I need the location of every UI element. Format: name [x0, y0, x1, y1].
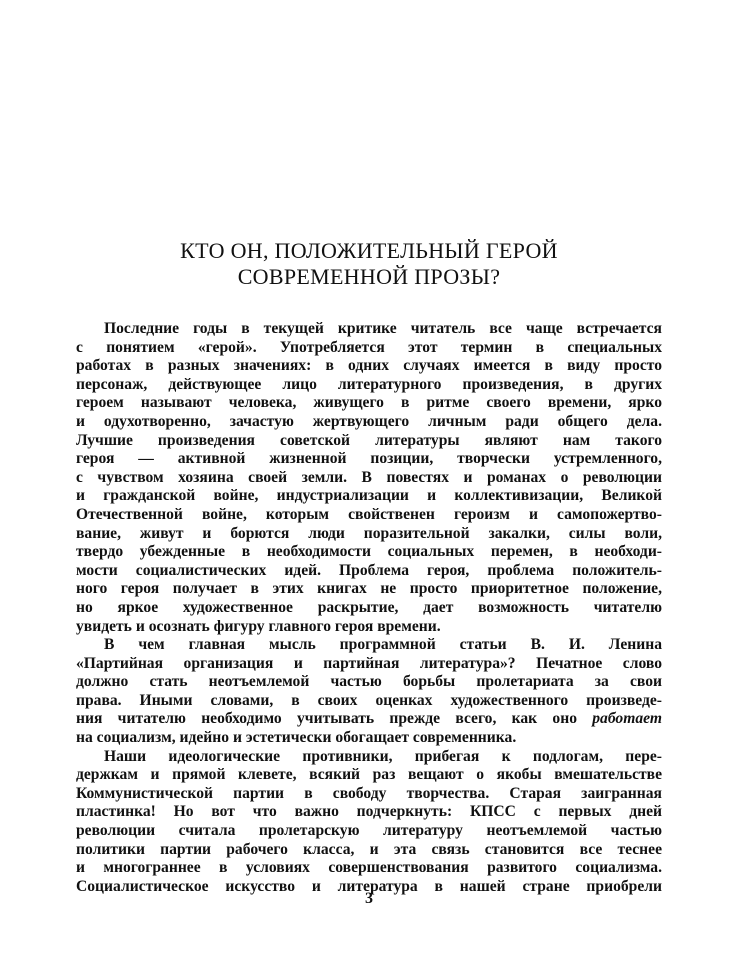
page-number: 3 — [365, 890, 373, 907]
text-line: Последние годы в текущей критике читатель все чаще встречается — [104, 320, 662, 337]
text-line: твердо убежденные в необходимости социальных перемен, в необходи- — [76, 543, 662, 561]
text-line: революции считала пролетарскую литературу неотъемлемой частью — [76, 822, 662, 840]
text-line: Отечественной войне, которым свойственен героизм и самопожертво- — [76, 505, 662, 523]
chapter-title — [76, 238, 662, 290]
text-line: Наши идеологические противники, прибегая к подлогам, пере- — [104, 747, 662, 765]
text-line: персонаж, действующее лицо литературного произведения, в других — [76, 375, 662, 393]
text-line: Лучшие произведения советской литературы являют нам такого — [76, 431, 662, 449]
text-line: но яркое художественное раскрытие, дает возможность читателю — [76, 598, 662, 616]
text-line: героем называют человека, живущего в ритме своего времени, ярко — [76, 394, 662, 412]
text-line: В чем главная мысль программной статьи В. И. Ленина — [104, 636, 662, 654]
text-line: ного героя получает в этих книгах не просто приоритетное положение, — [76, 580, 662, 598]
text-line: и гражданской войне, индустриализации и коллективизации, Великой — [76, 487, 662, 505]
body-text — [76, 320, 662, 896]
text-line: и многограннее в условиях совершенствования развитого социализма. — [76, 859, 662, 877]
text-line: Коммунистической партии в свободу творчества. Старая заигранная — [76, 784, 662, 802]
text-line: должно стать неотъемлемой частью борьбы пролетариата за свои — [76, 673, 662, 691]
text-line: держкам и прямой клевете, всякий раз вещают о якобы вмешательстве — [76, 766, 662, 784]
text-line: героя — активной жизненной позиции, творчески устремленного, — [76, 450, 662, 468]
text-line: «Партийная организация и партийная литература»? Печатное слово — [76, 654, 662, 672]
text-line: с чувством хозяина своей земли. В повестях и романах о революции — [76, 468, 662, 486]
text-line: ния читателю необходимо учитывать прежде всего, как оно работает — [76, 710, 662, 728]
text-line: политики партии рабочего класса, и эта связь становится все теснее — [76, 840, 662, 858]
text-line: увидеть и осознать фигуру главного героя времени. — [76, 617, 441, 635]
text-line: с понятием «герой». Употребляется этот термин в специальных — [76, 338, 662, 356]
text-line: на социализм, идейно и эстетически обогащает современника. — [76, 729, 517, 747]
text-line: и одухотворенно, зачастую жертвующего личным ради общего дела. — [76, 412, 662, 430]
text-line: пластинка! Но вот что важно подчеркнуть: КПСС с первых дней — [76, 803, 662, 821]
book-page — [76, 0, 662, 966]
chapter-title-line-2: СОВРЕМЕННОЙ ПРОЗЫ? — [237, 264, 501, 289]
text-line: вание, живут и борются люди поразительной закалки, силы воли, — [76, 524, 662, 542]
chapter-title-line-1: КТО ОН, ПОЛОЖИТЕЛЬНЫЙ ГЕРОЙ — [180, 238, 558, 263]
text-line: права. Иными словами, в своих оценках художественного произведе- — [76, 691, 662, 709]
text-line: работах в разных значениях: в одних случаях имеется в виду просто — [76, 357, 662, 375]
text-line: Социалистическое искусство и литература в нашей стране приобрели — [76, 877, 662, 895]
text-line: мости социалистических идей. Проблема героя, проблема положитель- — [76, 561, 662, 579]
